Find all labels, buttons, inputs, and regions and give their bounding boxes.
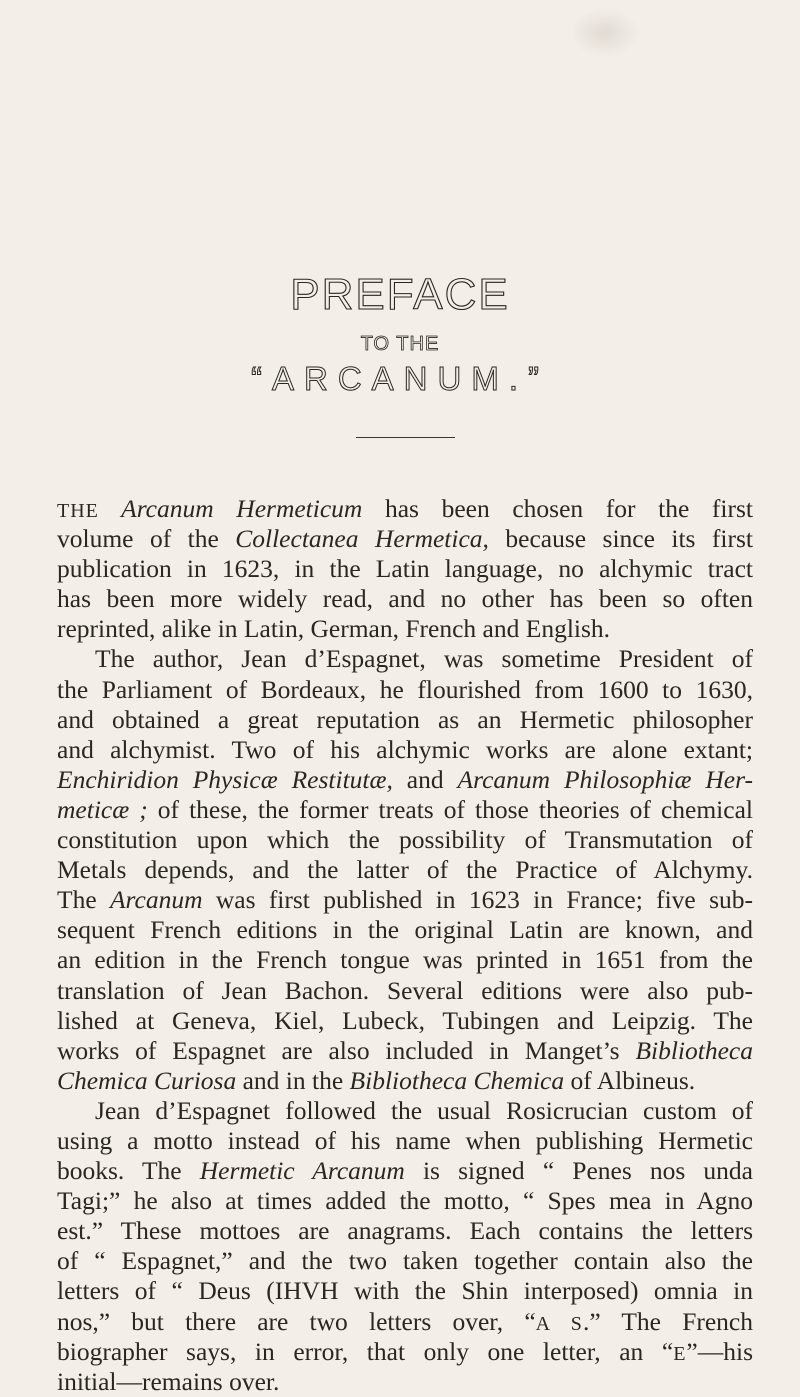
text-span: an edition in the French tongue was printed in 1651 from the (57, 945, 753, 975)
text-line (57, 945, 753, 975)
italic-text: meticæ ; (57, 794, 148, 824)
body-text (57, 494, 753, 1397)
italic-text: Bibliotheca Chemica (349, 1065, 565, 1095)
text-span: lished at Geneva, Kiel, Lubeck, Tubingen and Leipzig. The (57, 1005, 753, 1035)
text-span: has been more widely read, and no other has been so often (57, 584, 753, 614)
text-span: Tagi;” he also at times added the motto, “ Spes mea in Agno (57, 1186, 753, 1216)
text-line (57, 524, 753, 554)
text-span: constitution upon which the possibility of Transmutation of (57, 825, 753, 855)
text-line (57, 825, 753, 855)
text-span: because since its first (488, 524, 753, 554)
text-span: ”—his (686, 1336, 753, 1366)
text-span: publication in 1623, in the Latin language, no alchymic tract (57, 554, 753, 584)
text-line (57, 1126, 753, 1156)
subtitle: TO THE (360, 333, 440, 355)
text-line (57, 644, 753, 674)
page-title: PREFACE (290, 270, 510, 319)
text-span: .” The French (582, 1306, 753, 1336)
text-span: letters of “ Deus (IHVH with the Shin interposed) omnia in (57, 1276, 753, 1306)
text-line (57, 614, 753, 644)
text-span: Jean d’Espagnet followed the usual Rosicrucian custom of (95, 1095, 753, 1125)
italic-text: Arcanum Hermeticum (121, 494, 363, 523)
text-span: sequent French editions in the original Latin are known, and (57, 915, 753, 945)
text-span: of “ Espagnet,” and the two taken together contain also the (57, 1246, 753, 1276)
text-span: was first published in 1623 in France; five sub- (202, 885, 753, 915)
text-line (57, 1216, 753, 1246)
text-line (57, 855, 753, 885)
text-span: est.” These mottoes are anagrams. Each contains the letters (57, 1216, 753, 1246)
text-span: of these, the former treats of those theories of chemical (147, 794, 753, 824)
text-line (57, 1337, 753, 1367)
text-line (57, 1367, 753, 1397)
text-span: volume of the (57, 524, 236, 554)
italic-text: Hermetic Arcanum (199, 1156, 405, 1186)
text-span: and (392, 764, 458, 794)
italic-text: Arcanum (109, 885, 203, 915)
italic-text: Bibliotheca (635, 1035, 753, 1065)
text-line (57, 976, 753, 1006)
text-span: nos,” but there are two letters over, “ (57, 1306, 536, 1336)
text-span: and obtained a great reputation as an Hermetic philosopher (57, 704, 753, 734)
italic-text: Collectanea Hermetica, (235, 524, 489, 554)
text-span: Metals depends, and the latter of the Practice of Alchymy. (57, 855, 753, 885)
text-span: reprinted, alike in Latin, German, French and English. (57, 614, 611, 644)
text-line (57, 1066, 753, 1096)
text-line (57, 1246, 753, 1276)
text-line (57, 1006, 753, 1036)
text-span: using a motto instead of his name when publishing Hermetic (57, 1125, 753, 1155)
work-title: “ARCANUM.” (251, 360, 549, 397)
divider (356, 437, 455, 438)
text-span: the Parliament of Bordeaux, he flourished from 1600 to 1630, (57, 674, 753, 704)
text-span: A S (535, 1312, 583, 1335)
text-span: works of Espagnet are also included in Manget’s (57, 1035, 636, 1065)
text-span: translation of Jean Bachon. Several editions were also pub- (57, 975, 753, 1005)
text-line (57, 1096, 753, 1126)
text-span: initial—remains over. (57, 1366, 280, 1396)
text-line (57, 885, 753, 915)
text-line (57, 735, 753, 765)
text-span: biographer says, in error, that only one letter, an “ (57, 1336, 674, 1366)
text-span: E (673, 1342, 687, 1365)
italic-text: Arcanum Philosophiæ Her- (457, 764, 753, 794)
italic-text: Chemica Curiosa (57, 1065, 237, 1095)
text-line (57, 915, 753, 945)
text-span: is signed “ Penes nos unda (404, 1156, 754, 1186)
text-span: of Albineus. (564, 1065, 696, 1095)
text-line (57, 795, 753, 825)
paper-stain (570, 8, 640, 58)
text-span: The (57, 885, 110, 915)
text-line (57, 554, 753, 584)
text-line (57, 1036, 753, 1066)
text-line (57, 584, 753, 614)
text-line (57, 705, 753, 735)
text-line (57, 1307, 753, 1337)
text-span: The author, Jean d’Espagnet, was sometime President of (95, 644, 753, 674)
text-line (57, 494, 753, 524)
text-span: and in the (236, 1065, 350, 1095)
text-span: has been chosen for the first (362, 494, 753, 523)
text-span: and alchymist. Two of his alchymic works are alone extant; (57, 734, 753, 764)
text-line (57, 1186, 753, 1216)
text-line (57, 675, 753, 705)
text-line (57, 765, 753, 795)
italic-text: Enchiridion Physicæ Restitutæ, (57, 764, 393, 794)
text-line (57, 1156, 753, 1186)
text-span: books. The (57, 1156, 200, 1186)
text-span: THE (57, 500, 122, 522)
